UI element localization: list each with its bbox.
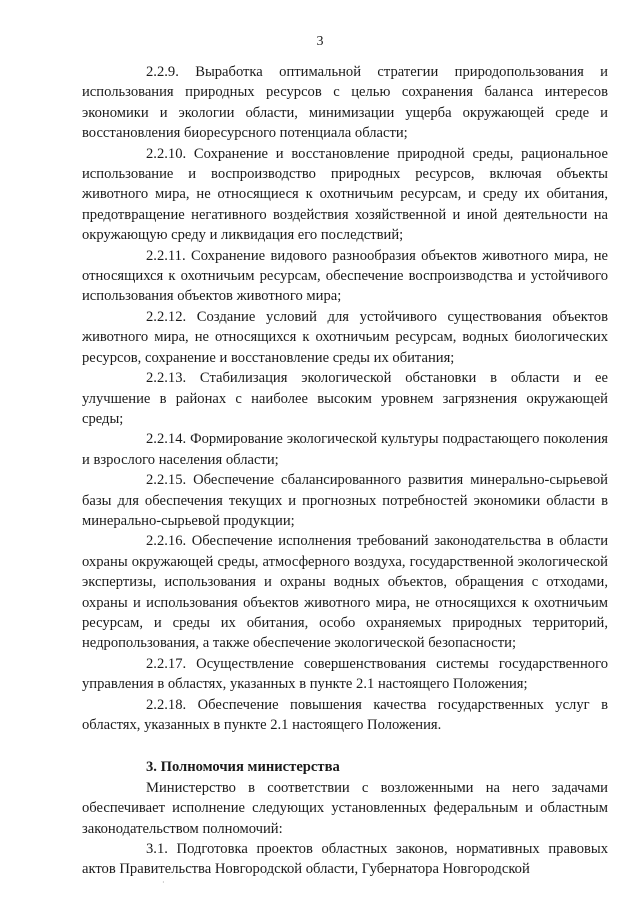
paragraph-2-2-14: 2.2.14. Формирование экологической культуры подрастающего поколения и взрослого населения области; xyxy=(82,431,608,468)
paragraph-2-2-18: 2.2.18. Обеспечение повышения качества государственных услуг в областях, указанных в пункте 2.1 настоящего Положения. xyxy=(82,696,608,733)
paragraph-2-2-16: 2.2.16. Обеспечение исполнения требований законодательства в области охраны окружающей среды, атмосферного воздуха, государственной экологической экспертизы, использования и охраны водных объектов, обращения с отходами, охраны и использования объектов животного мира, не относящихся к охотничьим ресурсам, и среды их обитания, особо охраняемых природных территорий, недропользования, а также обеспечение экологической безопасности; xyxy=(82,533,608,652)
paragraph-2-2-11: 2.2.11. Сохранение видового разнообразия объектов животного мира, не относящихся к охотничьим ресурсам, обеспечение воспроизводства и устойчивого использования объектов животного мира; xyxy=(82,247,608,305)
page-number: 3 xyxy=(316,34,324,49)
paragraph-3-1: 3.1. Подготовка проектов областных законов, нормативных правовых актов Правительства Новгородской области, Губернатора Новгородской xyxy=(82,841,608,878)
paragraph-2-2-9: 2.2.9. Выработка оптимальной стратегии природопользования и использования природных ресурсов с целью сохранения баланса интересов экономики и экологии области, минимизации ущерба окружающей среде и восстановления биоресурсного потенциала области; xyxy=(82,64,608,142)
paragraph-2-2-13: 2.2.13. Стабилизация экологической обстановки в области и ее улучшение в районах с наиболее высоким уровнем загрязнения окружающей среды; xyxy=(82,370,608,427)
section-heading: 3. Полномочия министерства xyxy=(146,759,340,776)
paragraph-2-2-15: 2.2.15. Обеспечение сбалансированного развития минерально-сырьевой базы для обеспечения текущих и прогнозных потребностей экономики области в минерально-сырьевой продукции; xyxy=(82,472,608,529)
paragraph-2-2-10: 2.2.10. Сохранение и восстановление природной среды, рациональное использование и воспроизводство природных ресурсов, включая объекты животного мира, не относящиеся к охотничьим ресурсам, и среду их обитания, предотвращение негативного воздействия хозяйственной и иной деятельности на окружающую среду и ликвидация его последствий; xyxy=(82,145,608,244)
paragraph-section-intro: Министерство в соответствии с возложенными на него задачами обеспечивает исполнение следующих установленных федеральным и областным законодательством полномочий: xyxy=(82,779,608,837)
document-body xyxy=(82,62,608,880)
scan-speck: · xyxy=(162,878,165,887)
paragraph-2-2-12: 2.2.12. Создание условий для устойчивого существования объектов животного мира, не относящихся к охотничьим ресурсам, водных биологических ресурсов, сохранение и восстановление среды их обитания; xyxy=(82,308,608,366)
paragraph-2-2-17: 2.2.17. Осуществление совершенствования системы государственного управления в областях, указанных в пункте 2.1 настоящего Положения; xyxy=(82,655,608,693)
